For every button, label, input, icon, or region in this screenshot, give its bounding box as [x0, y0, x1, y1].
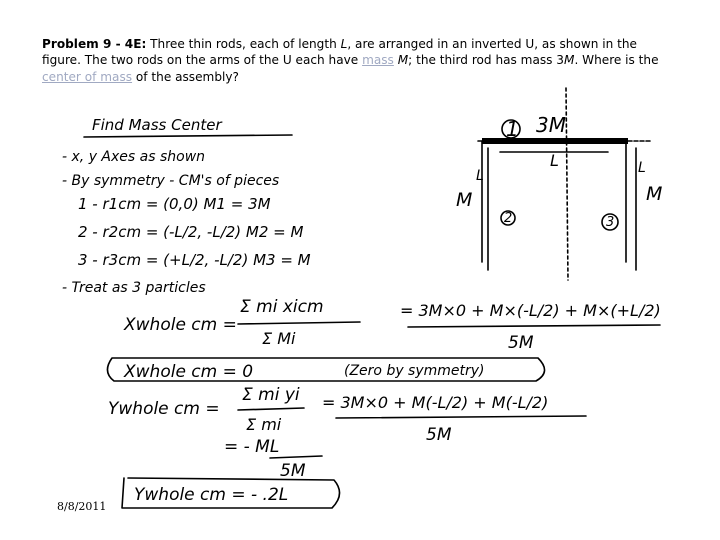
- title-underline: [84, 135, 292, 137]
- notes-piece-2: 2 - r2cm = (-L/2, -L/2) M2 = M: [78, 223, 304, 241]
- y-cm-fraction-bar: [238, 408, 304, 410]
- y-cm-mid: = - ML: [224, 437, 280, 457]
- x-sub-fraction-bar: [408, 325, 660, 327]
- x-cm-note: (Zero by symmetry): [344, 363, 485, 379]
- rod-2-label: 2: [504, 211, 513, 226]
- y-cm-lhs: Ywhole cm =: [108, 399, 220, 419]
- y-axis: [566, 88, 568, 280]
- x-cm-substitution: = 3M×0 + M×(-L/2) + M×(+L/2): [400, 301, 661, 320]
- y-mid-den: 5M: [280, 461, 306, 481]
- left-length-label: L: [476, 168, 484, 184]
- x-sub-den: 5M: [508, 333, 534, 353]
- x-cm-sum: Σ mi xicm: [240, 297, 324, 317]
- y-cm-substitution: = 3M×0 + M(-L/2) + M(-L/2): [322, 393, 549, 412]
- y-cm-sum: Σ mi yi: [242, 385, 300, 405]
- x-cm-lhs: Xwhole cm =: [124, 315, 237, 335]
- y-cm-result: Ywhole cm = - .2L: [134, 485, 289, 505]
- notes-piece-1: 1 - r1cm = (0,0) M1 = 3M: [78, 195, 271, 213]
- left-mass-label: M: [456, 189, 473, 211]
- problem-text-5: of the assembly?: [132, 69, 239, 84]
- problem-heading: Problem 9 - 4E:: [42, 37, 147, 51]
- notes-symmetry: - By symmetry - CM's of pieces: [62, 173, 280, 189]
- top-length-label: L: [550, 151, 559, 170]
- right-mass-label: M: [646, 183, 663, 205]
- problem-text-3: ; the third rod has mass 3: [408, 53, 564, 68]
- problem-var-M2: M: [564, 53, 575, 68]
- problem-text-4: . Where is the: [574, 53, 659, 68]
- y-cm-sum-den: Σ mi: [246, 415, 282, 434]
- y-sub-fraction-bar: [336, 416, 586, 418]
- notes-treat: - Treat as 3 particles: [62, 280, 206, 296]
- problem-text-1: Three thin rods, each of length: [146, 37, 341, 51]
- x-cm-fraction-bar: [238, 322, 360, 324]
- problem-var-M1: M: [397, 53, 409, 68]
- top-label-mass: 3M: [536, 113, 566, 137]
- x-cm-result: Xwhole cm = 0: [124, 362, 254, 382]
- notes-piece-3: 3 - r3cm = (+L/2, -L/2) M3 = M: [78, 251, 311, 269]
- problem-var-L: L: [340, 37, 348, 51]
- center-of-mass-link[interactable]: center of mass: [42, 69, 133, 84]
- x-cm-sum-den: Σ Mi: [262, 329, 296, 348]
- rod-top: [482, 138, 628, 144]
- rod-3-label: 3: [606, 215, 615, 230]
- top-label-number: 1: [506, 117, 519, 141]
- notes-title: Find Mass Center: [92, 116, 222, 134]
- y-sub-den: 5M: [426, 425, 452, 445]
- mass-link[interactable]: mass: [362, 53, 394, 68]
- right-length-label: L: [638, 160, 646, 176]
- slide-date: 8/8/2011: [57, 500, 107, 513]
- notes-xy-axes: - x, y Axes as shown: [62, 149, 206, 165]
- problem-text-2: , are arranged in an inverted U, as shown in the figure. The two rods on the arms of the U each have: [42, 37, 637, 68]
